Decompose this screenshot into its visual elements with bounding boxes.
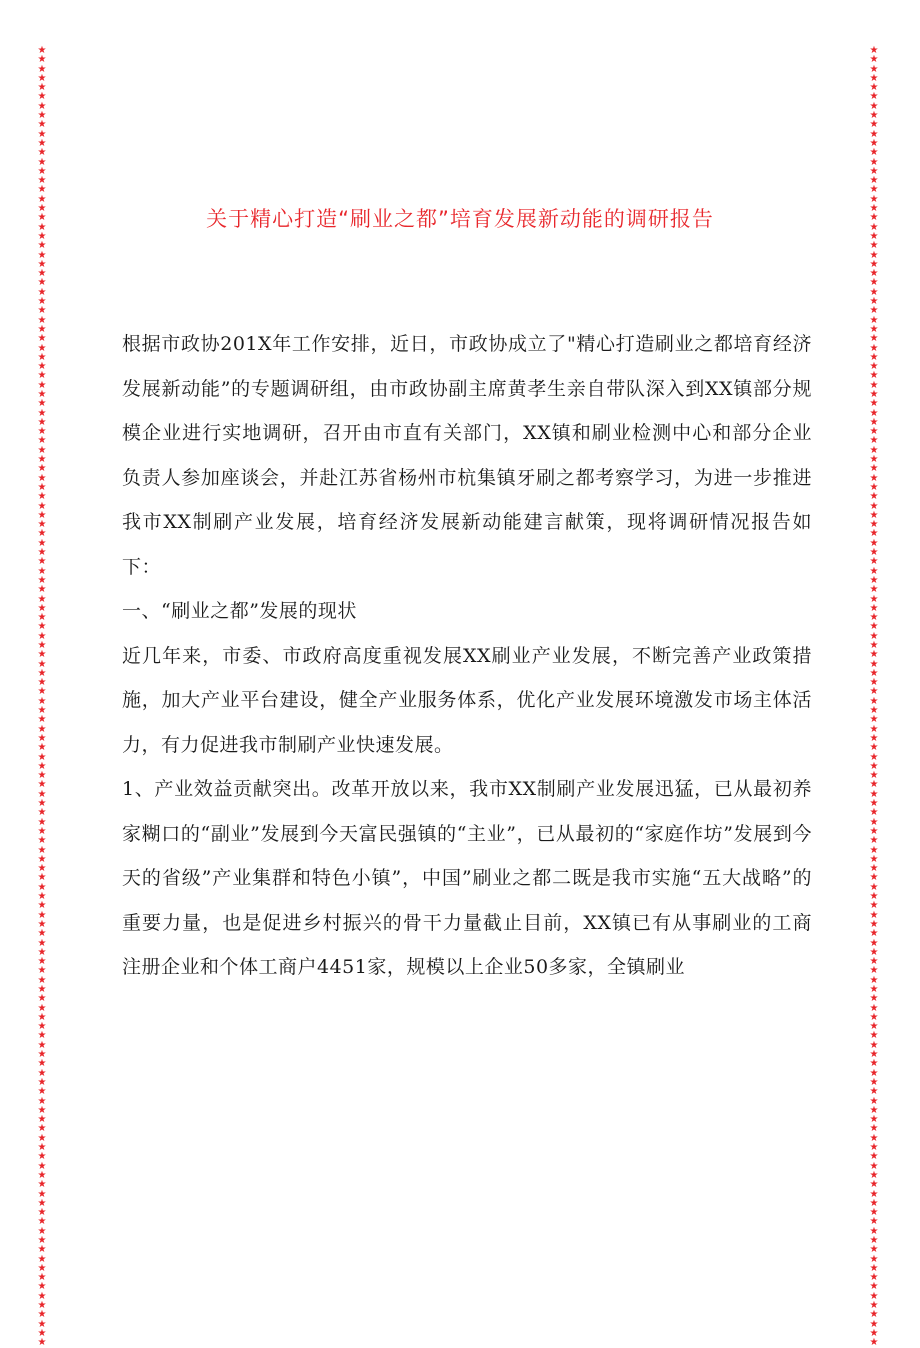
paragraph-intro: 根据市政协201X年工作安排，近日，市政协成立了"精心打造刷业之都培育经济发展新动能”的专题调研组，由市政协副主席黄孝生亲自带队深入到XX镇部分规模企业进行实地调研，召开由市直有关部门，XX镇和刷业检测中心和部分企业负责人参加座谈会，并赴江苏省杨州市杭集镇牙刷之都考察学习，为进一步推进我市XX制刷产业发展，培育经济发展新动能建言献策，现将调研情况报告如下： — [122, 333, 812, 578]
paragraph-overview: 近几年来，市委、市政府高度重视发展XX刷业产业发展，不断完善产业政策措施，加大产业平台建设，健全产业服务体系，优化产业发展环境激发市场主体活力，有力促进我市制刷产业快速发展。 — [122, 644, 812, 756]
document-body — [122, 322, 812, 990]
right-star-border: ★ ★ ★ ★ ★ ★ ★ ★ ★ ★ ★ ★ ★ ★ ★ ★ ★ ★ ★ ★ ★ ★ ★ ★ ★ ★ ★ ★ ★ ★ ★ ★ ★ ★ ★ ★ ★ ★ ★ ★ ★ ★ ★ ★ ★ ★ ★ ★ ★ ★ ★ ★ ★ ★ ★ ★ ★ ★ ★ ★ ★ ★ ★ ★ ★ ★ ★ ★ ★ ★ ★ ★ ★ ★ ★ ★ ★ ★ ★ ★ ★ ★ ★ ★ ★ ★ ★ ★ ★ ★ ★ ★ ★ ★ ★ ★ ★ ★ ★ ★ ★ ★ ★ ★ ★ ★ ★ ★ ★ ★ ★ ★ ★ ★ ★ ★ ★ ★ ★ ★ ★ ★ ★ ★ ★ ★ ★ ★ ★ ★ ★ ★ ★ ★ ★ ★ ★ ★ ★ ★ — [869, 45, 879, 1348]
document-title: 关于精心打造“刷业之都”培育发展新动能的调研报告 — [206, 207, 714, 231]
left-star-border: ★ ★ ★ ★ ★ ★ ★ ★ ★ ★ ★ ★ ★ ★ ★ ★ ★ ★ ★ ★ ★ ★ ★ ★ ★ ★ ★ ★ ★ ★ ★ ★ ★ ★ ★ ★ ★ ★ ★ ★ ★ ★ ★ ★ ★ ★ ★ ★ ★ ★ ★ ★ ★ ★ ★ ★ ★ ★ ★ ★ ★ ★ ★ ★ ★ ★ ★ ★ ★ ★ ★ ★ ★ ★ ★ ★ ★ ★ ★ ★ ★ ★ ★ ★ ★ ★ ★ ★ ★ ★ ★ ★ ★ ★ ★ ★ ★ ★ ★ ★ ★ ★ ★ ★ ★ ★ ★ ★ ★ ★ ★ ★ ★ ★ ★ ★ ★ ★ ★ ★ ★ ★ ★ ★ ★ ★ ★ ★ ★ ★ ★ ★ ★ ★ ★ ★ ★ ★ ★ ★ — [37, 45, 47, 1348]
section-heading-1: 一、“刷业之都”发展的现状 — [122, 600, 357, 622]
paragraph-point-1: 1、产业效益贡献突出。改革开放以来，我市XX制刷产业发展迅猛，已从最初养家糊口的“副业”发展到今天富民强镇的“主业”，已从最初的“家庭作坊”发展到今天的省级”产业集群和特色小镇”，中国”刷业之都二既是我市实施“五大战略”的重要力量，也是促进乡村振兴的骨干力量截止目前，XX镇已有从事刷业的工商注册企业和个体工商户4451家，规模以上企业50多家，全镇刷业 — [122, 778, 812, 978]
